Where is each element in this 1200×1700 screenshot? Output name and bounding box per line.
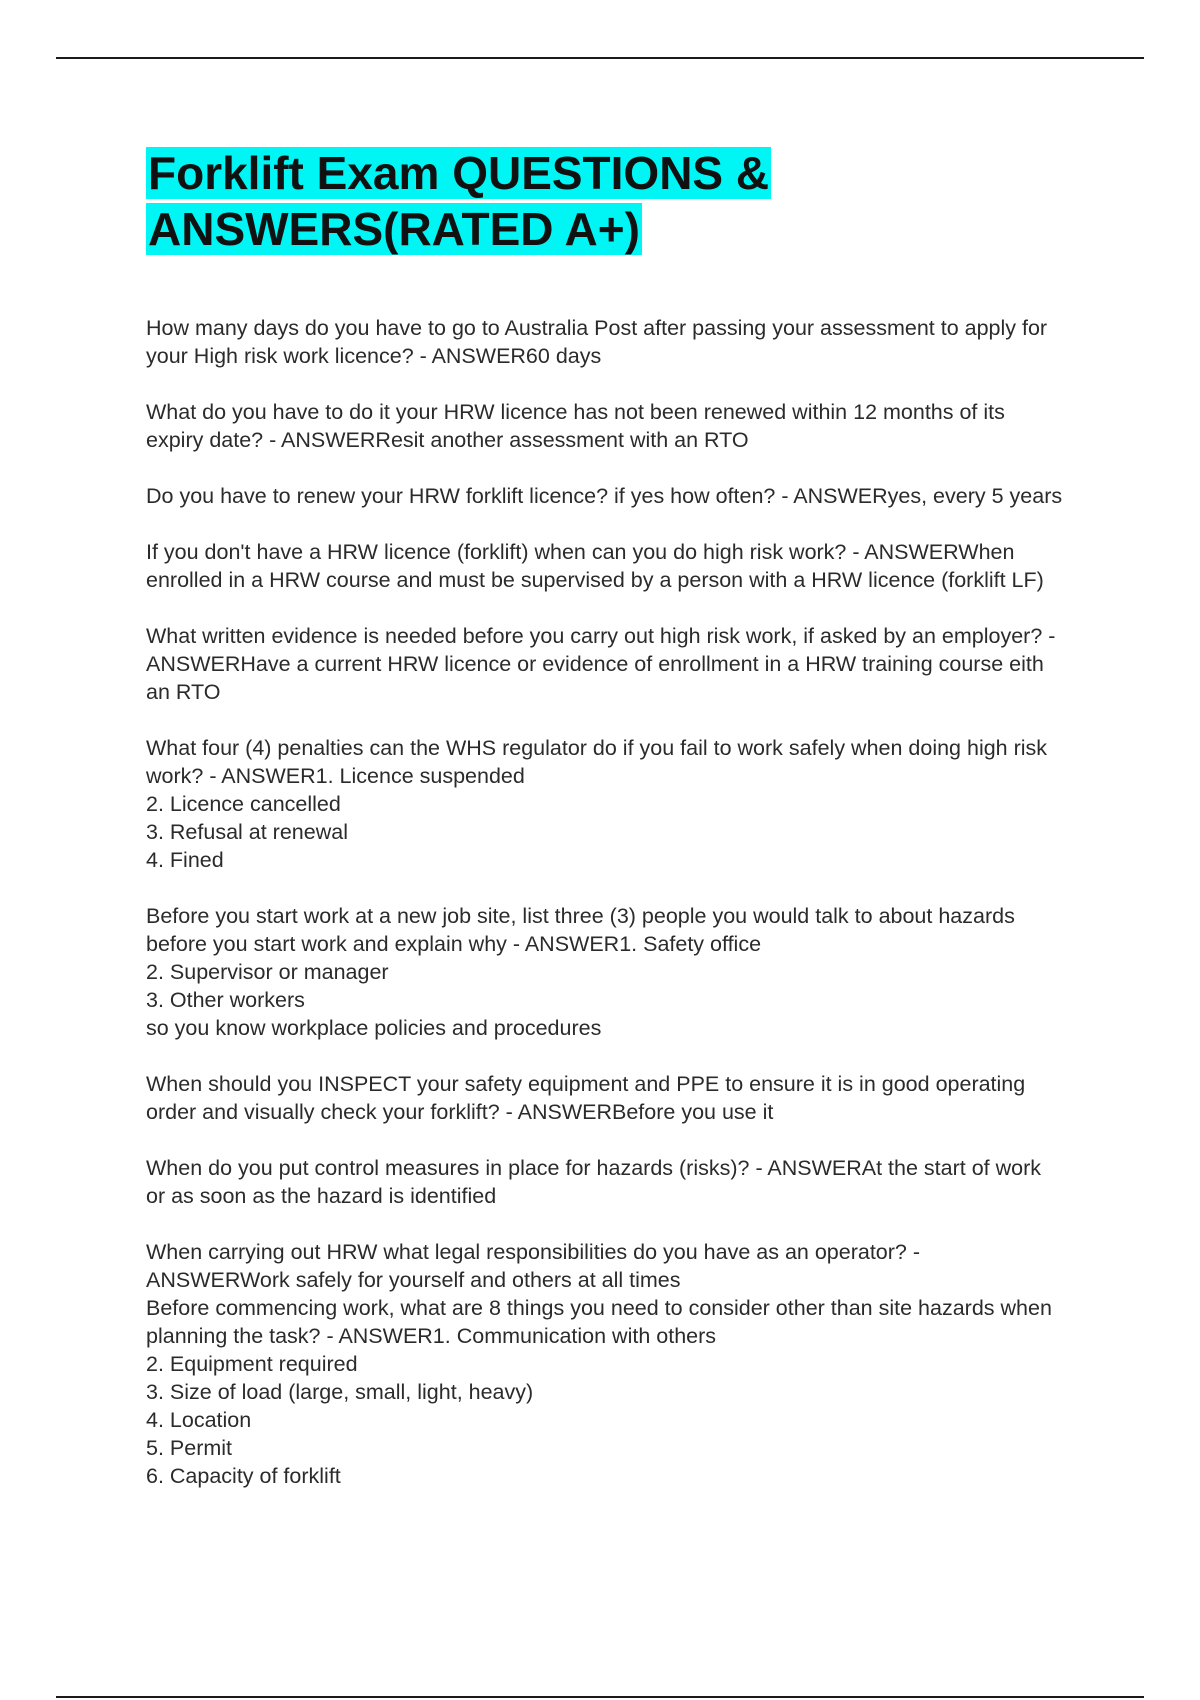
qa-item: When do you put control measures in place for hazards (risks)? - ANSWERAt the start of work or as soon as the hazard is identified (146, 1156, 1041, 1208)
qa-item: Before you start work at a new job site, list three (3) people you would talk to about hazards before you start work and explain why - ANSWER1. Safety office 2. Supervisor or manager 3. Other workers so you know workplace policies and procedures (146, 904, 1015, 1040)
title-line-2: ANSWERS(RATED A+) (148, 203, 640, 255)
document-body (146, 145, 1066, 1518)
qa-item: What written evidence is needed before you carry out high risk work, if asked by an employer? - ANSWERHave a current HRW licence or evidence of enrollment in a HRW training course eith an RTO (146, 624, 1056, 704)
qa-item: Before commencing work, what are 8 things you need to consider other than site hazards when planning the task? - ANSWER1. Communication with others 2. Equipment required 3. Size of load (large, small, light, heavy) 4. Location 5. Permit 6. Capacity of forklift (146, 1296, 1052, 1488)
top-rule (56, 57, 1144, 59)
bottom-rule (56, 1696, 1144, 1698)
qa-item: What do you have to do it your HRW licence has not been renewed within 12 months of its expiry date? - ANSWERResit another assessment with an RTO (146, 400, 1005, 452)
qa-item: Do you have to renew your HRW forklift licence? if yes how often? - ANSWERyes, every 5 years (146, 484, 1063, 508)
qa-item: When should you INSPECT your safety equipment and PPE to ensure it is in good operating order and visually check your forklift? - ANSWERBefore you use it (146, 1072, 1026, 1124)
qa-list (146, 314, 1066, 1490)
title-line-1: Forklift Exam QUESTIONS & (148, 147, 770, 199)
qa-item: When carrying out HRW what legal responsibilities do you have as an operator? - ANSWERWork safely for yourself and others at all times (146, 1240, 920, 1292)
document-title (146, 145, 1066, 257)
qa-item: What four (4) penalties can the WHS regulator do if you fail to work safely when doing high risk work? - ANSWER1. Licence suspended 2. Licence cancelled 3. Refusal at renewal 4. Fined (146, 736, 1048, 872)
qa-item: How many days do you have to go to Australia Post after passing your assessment to apply for your High risk work licence? - ANSWER60 days (146, 316, 1048, 368)
qa-item: If you don't have a HRW licence (forklift) when can you do high risk work? - ANSWERWhen enrolled in a HRW course and must be supervised by a person with a HRW licence (forklift LF) (146, 540, 1044, 592)
